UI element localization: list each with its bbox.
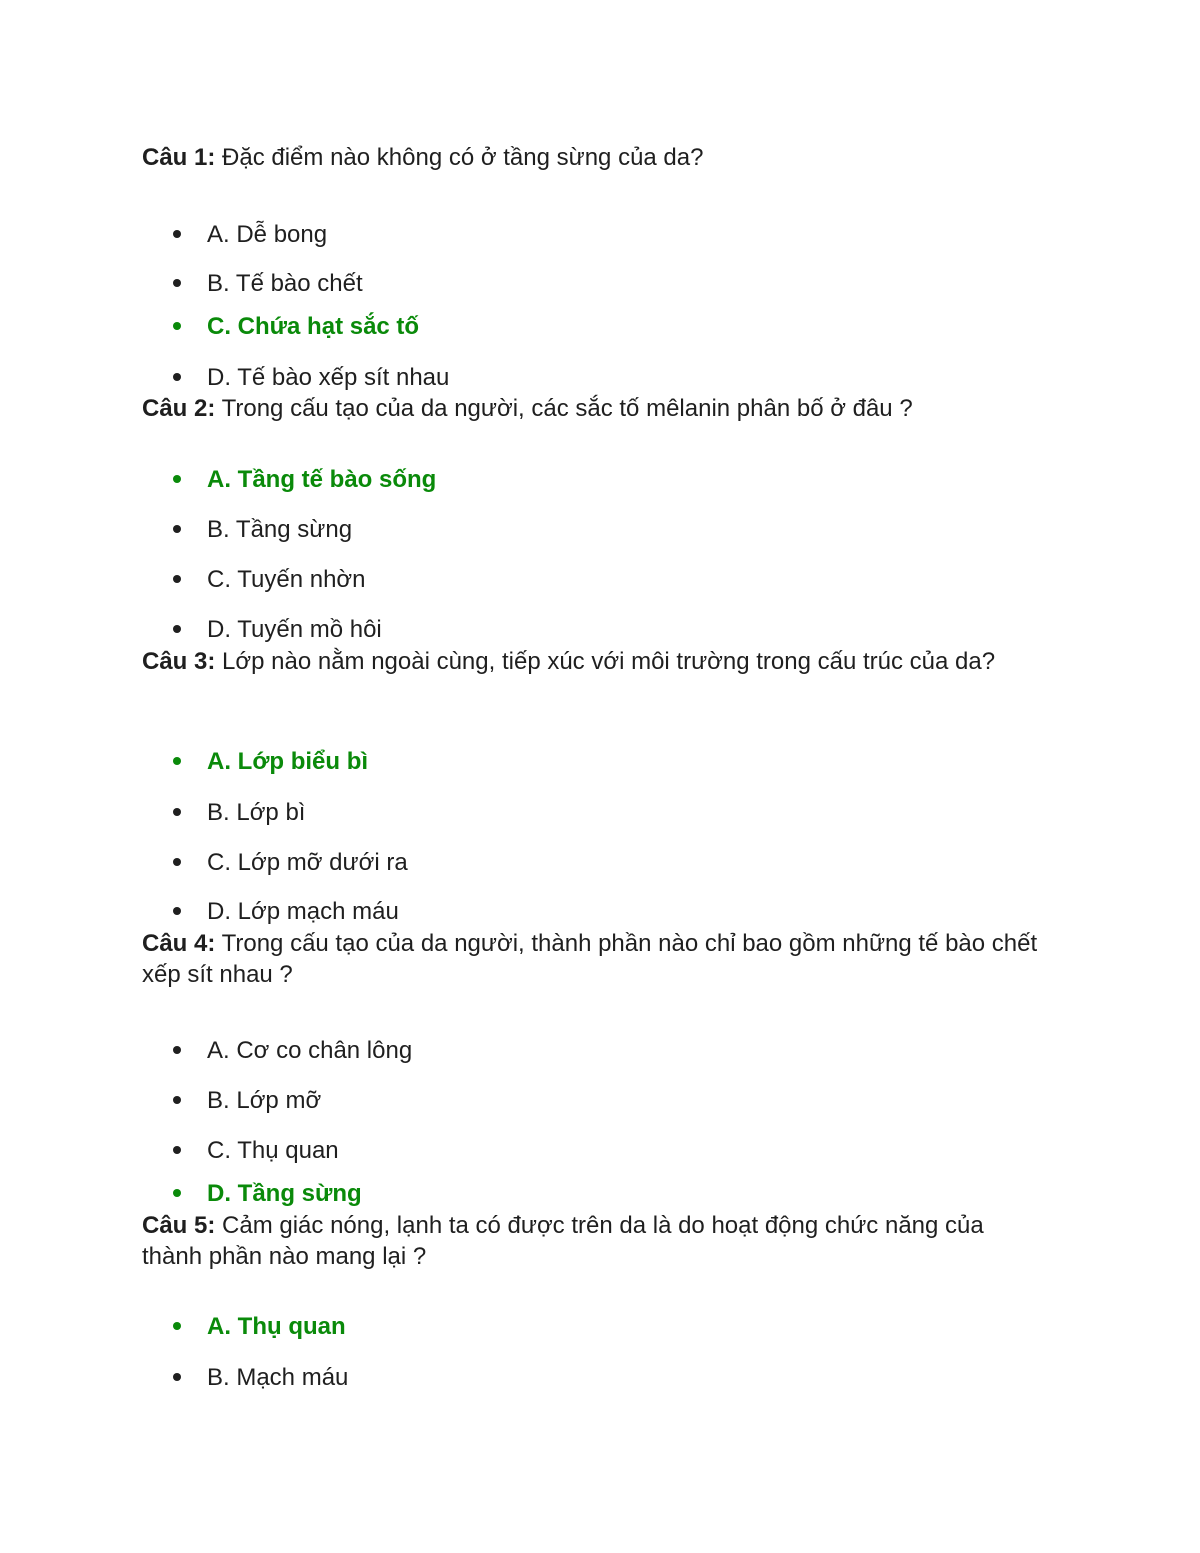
option-text: C. Chứa hạt sắc tố	[207, 313, 420, 340]
bullet-icon	[173, 279, 181, 287]
answer-option-correct	[173, 1312, 346, 1342]
option-text: D. Lớp mạch máu	[207, 898, 399, 925]
option-text: B. Mạch máu	[207, 1364, 349, 1391]
bullet-icon	[173, 373, 181, 381]
answer-option	[173, 363, 449, 393]
answer-option	[173, 1086, 321, 1116]
question-text: Lớp nào nằm ngoài cùng, tiếp xúc với môi trường trong cấu trúc của da?	[215, 648, 996, 675]
question-label: Câu 1:	[142, 144, 216, 171]
bullet-icon	[173, 1189, 181, 1197]
question-text: Trong cấu tạo của da người, các sắc tố mêlanin phân bố ở đâu ?	[215, 395, 913, 422]
answer-option	[173, 615, 382, 645]
bullet-icon	[173, 1096, 181, 1104]
question-label: Câu 3:	[142, 648, 216, 675]
answer-option	[173, 269, 363, 299]
option-text: C. Thụ quan	[207, 1137, 339, 1164]
bullet-icon	[173, 475, 181, 483]
option-text: B. Tầng sừng	[207, 516, 353, 543]
answer-option	[173, 220, 327, 250]
answer-option	[173, 565, 366, 595]
bullet-icon	[173, 1373, 181, 1381]
question-5	[142, 1210, 1042, 1272]
bullet-icon	[173, 757, 181, 765]
bullet-icon	[173, 1046, 181, 1054]
answer-option	[173, 848, 408, 878]
bullet-icon	[173, 907, 181, 915]
bullet-icon	[173, 808, 181, 816]
bullet-icon	[173, 230, 181, 238]
answer-option	[173, 897, 399, 927]
answer-option	[173, 798, 305, 828]
bullet-icon	[173, 575, 181, 583]
question-4	[142, 928, 1042, 990]
option-text: D. Tuyến mồ hôi	[207, 616, 382, 643]
option-text: B. Tế bào chết	[207, 270, 363, 297]
option-text: D. Tế bào xếp sít nhau	[207, 364, 450, 391]
answer-option	[173, 1136, 339, 1166]
answer-option-correct	[173, 312, 419, 342]
option-text: C. Lớp mỡ dưới ra	[207, 849, 408, 876]
bullet-icon	[173, 1322, 181, 1330]
option-text: A. Tầng tế bào sống	[207, 466, 437, 493]
option-text: D. Tầng sừng	[207, 1180, 362, 1207]
question-3	[142, 646, 1042, 677]
question-text: Trong cấu tạo của da người, thành phần nào chỉ bao gồm những tế bào chết xếp sít nhau ?	[142, 930, 1038, 988]
answer-option-correct	[173, 747, 368, 777]
question-label: Câu 2:	[142, 395, 216, 422]
bullet-icon	[173, 858, 181, 866]
option-text: B. Lớp bì	[207, 799, 306, 826]
question-1	[142, 142, 1042, 173]
bullet-icon	[173, 322, 181, 330]
question-label: Câu 4:	[142, 930, 216, 957]
option-text: A. Lớp biểu bì	[207, 748, 369, 775]
bullet-icon	[173, 1146, 181, 1154]
option-text: A. Thụ quan	[207, 1313, 346, 1340]
question-2	[142, 393, 1042, 424]
option-text: A. Cơ co chân lông	[207, 1037, 413, 1064]
option-text: C. Tuyến nhờn	[207, 566, 366, 593]
answer-option-correct	[173, 465, 436, 495]
option-text: B. Lớp mỡ	[207, 1087, 322, 1114]
answer-option-correct	[173, 1179, 362, 1209]
bullet-icon	[173, 525, 181, 533]
option-text: A. Dễ bong	[207, 221, 328, 248]
question-text: Đặc điểm nào không có ở tầng sừng của da?	[215, 144, 704, 171]
question-label: Câu 5:	[142, 1212, 216, 1239]
answer-option	[173, 1363, 348, 1393]
answer-option	[173, 1036, 412, 1066]
bullet-icon	[173, 625, 181, 633]
answer-option	[173, 515, 352, 545]
question-text: Cảm giác nóng, lạnh ta có được trên da là do hoạt động chức năng của thành phần nào mang lại ?	[142, 1212, 984, 1270]
